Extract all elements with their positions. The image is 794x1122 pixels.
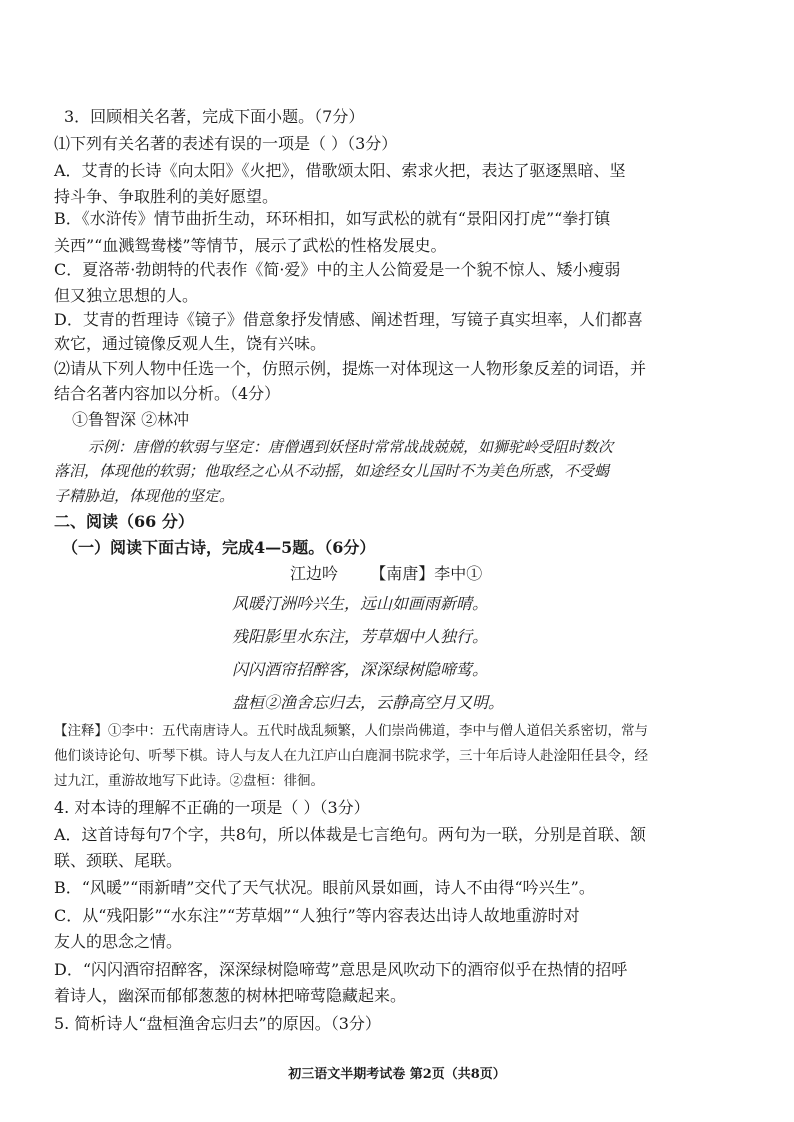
q3-sub2-line2: 结合名著内容加以分析。（4分） — [54, 384, 281, 403]
q3-sub1-stem: ⑴下列有关名著的表述有误的一项是（ ）（3分） — [54, 134, 398, 153]
q4-option-a-line1: A．这首诗每句7个字，共8句，所以体裁是七言绝句。两句为一联，分别是首联、颔 — [54, 825, 646, 844]
poem-author: 【南唐】李中① — [370, 564, 483, 583]
q3-option-d-line1: D．艾青的哲理诗《镜子》借意象抒发情感、阐述哲理，写镜子真实坦率，人们都喜 — [54, 310, 643, 329]
section2-title: 二、阅读（66 分） — [54, 512, 194, 531]
q4-option-b-line1: B．“风暖”“雨新晴”交代了天气状况。眼前风景如画，诗人不由得“吟兴生”。 — [54, 878, 595, 897]
poem-line: 闪闪酒帘招醉客，深深绿树隐啼莺。 — [232, 660, 489, 679]
q3-option-b-line2: 关西”“血溅鸳鸯楼”等情节，展示了武松的性格发展史。 — [54, 236, 447, 255]
poem-notes-line1: 【注释】①李中：五代南唐诗人。五代时战乱频繁，人们崇尚佛道，李中与僧人道侣关系密切，常与 — [54, 723, 648, 739]
poem-line: 盘桓②渔舍忘归去，云静高空月又明。 — [232, 693, 505, 712]
q3-character-choices: ①鲁智深 ②林冲 — [72, 410, 190, 429]
q3-example-line1: 示例：唐僧的软弱与坚定：唐僧遇到妖怪时常常战战兢兢，如狮驼岭受阻时数次 — [88, 438, 614, 456]
q3-option-a-line1: A．艾青的长诗《向太阳》《火把》，借歌颂太阳、索求火把，表达了驱逐黑暗、坚 — [54, 161, 626, 180]
poem-notes-line2: 他们谈诗论句、听琴下棋。诗人与友人在九江庐山白鹿洞书院求学，三十年后诗人赴淦阳任县令，经 — [54, 748, 648, 764]
poem-title-text: 江边吟 — [290, 564, 339, 583]
q4-option-a-line2: 联、颈联、尾联。 — [54, 851, 183, 870]
q3-option-c-line2: 但又独立思想的人。 — [54, 286, 199, 305]
q3-title: 3．回顾相关名著，完成下面小题。（7分） — [64, 107, 365, 126]
q3-option-a-line2: 持斗争、争取胜利的美好愿望。 — [54, 187, 279, 206]
q5-stem: 5. 简析诗人“盘桓渔舍忘归去”的原因。（3分） — [54, 1014, 381, 1033]
q3-sub2-line1: ⑵请从下列人物中任选一个，仿照示例，提炼一对体现这一人物形象反差的词语，并 — [54, 359, 647, 378]
q3-example-line2: 落泪，体现他的软弱；他取经之心从不动摇，如途经女儿国时不为美色所惑，不受蝎 — [54, 462, 610, 480]
q3-option-c-line1: C．夏洛蒂·勃朗特的代表作《简·爱》中的主人公简爱是一个貌不惊人、矮小瘦弱 — [54, 260, 621, 279]
poem-line: 风暖汀洲吟兴生，远山如画雨新晴。 — [232, 594, 489, 613]
q4-stem: 4. 对本诗的理解不正确的一项是（ ）（3分） — [54, 798, 370, 817]
poem-title — [290, 563, 482, 585]
poem-notes-line3: 过九江，重游故地写下此诗。②盘桓：徘徊。 — [54, 773, 324, 789]
q4-option-d-line1: D．“闪闪酒帘招醉客，深深绿树隐啼莺”意思是风吹动下的酒帘似乎在热情的招呼 — [54, 960, 628, 979]
q4-option-c-line2: 友人的思念之情。 — [54, 932, 183, 951]
q3-example-line3: 子精胁迫，体现他的坚定。 — [54, 487, 235, 505]
poem-line: 残阳影里水东注，芳草烟中人独行。 — [232, 627, 489, 646]
page-footer: 初三语文半期考试卷 第2页（共8页） — [288, 1067, 506, 1082]
q4-option-d-line2: 着诗人，幽深而郁郁葱葱的树林把啼莺隐藏起来。 — [54, 986, 407, 1005]
section2-part1: （一）阅读下面古诗，完成4—5题。（6分） — [62, 538, 376, 557]
q3-option-b-line1: B．《水浒传》情节曲折生动，环环相扣，如写武松的就有“景阳冈打虎”“拳打镇 — [54, 209, 611, 228]
q4-option-c-line1: C．从“残阳影”“水东注”“芳草烟”“人独行”等内容表达出诗人故地重游时对 — [54, 906, 580, 925]
q3-option-d-line2: 欢它，通过镜像反观人生，饶有兴味。 — [54, 334, 327, 353]
